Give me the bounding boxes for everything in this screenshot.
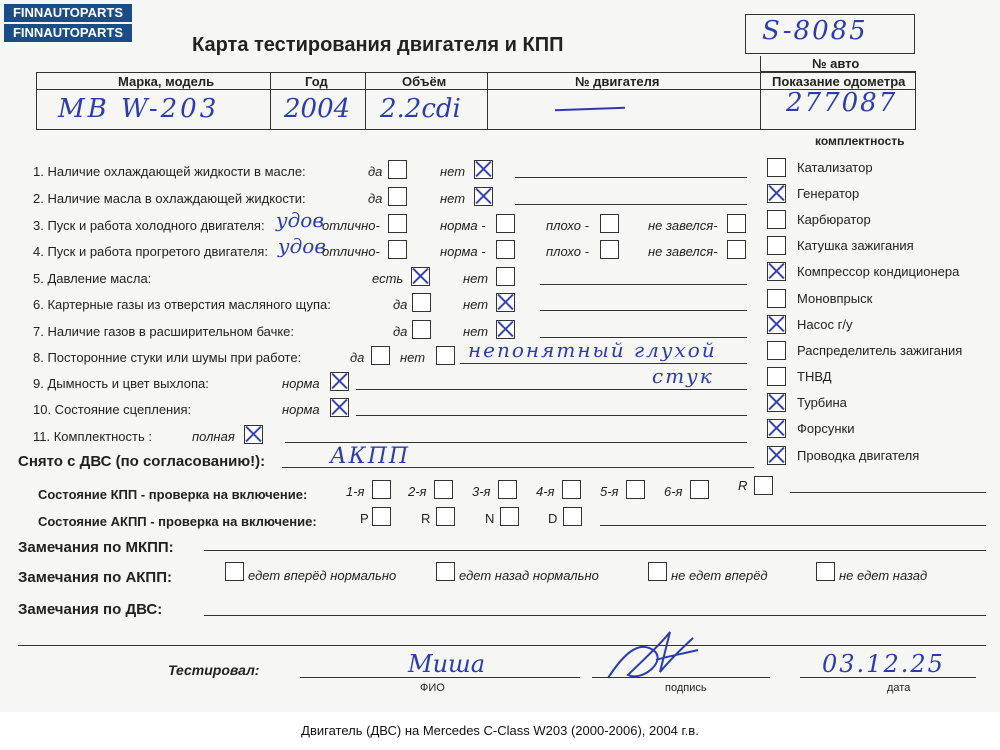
gear-1-checkbox[interactable]	[372, 480, 391, 499]
akpp-no-fwd-label: не едет вперёд	[671, 568, 768, 583]
gear-2-checkbox[interactable]	[434, 480, 453, 499]
akpp-d-checkbox[interactable]	[563, 507, 582, 526]
q3-excellent-label: отлично-	[322, 218, 380, 233]
col-volume-label: Объём	[402, 74, 447, 89]
name-caption: ФИО	[420, 682, 445, 694]
kpp-note-line	[790, 492, 986, 493]
completeness-checkbox[interactable]	[767, 236, 786, 255]
removed-note-line	[282, 467, 754, 468]
q1-yes-label: да	[368, 164, 383, 179]
name-line	[300, 677, 580, 678]
akpp-back-ok-checkbox[interactable]	[436, 562, 455, 581]
auto-number-value: S-8085	[762, 16, 868, 46]
q1-label: 1. Наличие охлаждающей жидкости в масле:	[33, 164, 306, 179]
remarks-dvs-line	[204, 615, 986, 616]
q4-excellent-label: отлично-	[322, 244, 380, 259]
col-model-label: Марка, модель	[118, 74, 215, 89]
q7-yes-checkbox[interactable]	[412, 320, 431, 339]
gear-3-checkbox[interactable]	[498, 480, 517, 499]
completeness-item: Катушка зажигания	[797, 238, 914, 253]
q10-normal-checkbox[interactable]	[330, 398, 349, 417]
watermark-logo: FINNAUTOPARTS	[4, 4, 132, 22]
q6-note-line	[540, 310, 747, 311]
q7-yes-label: да	[393, 324, 408, 339]
test-date: 03.12.25	[822, 650, 945, 678]
akpp-r-checkbox[interactable]	[436, 507, 455, 526]
q8-handwritten-line1: непонятный глухой	[468, 338, 717, 362]
q10-note-line	[356, 415, 747, 416]
q8-yes-label: да	[350, 350, 365, 365]
q4-label: 4. Пуск и работа прогретого двигателя:	[33, 244, 268, 259]
gear-5-checkbox[interactable]	[626, 480, 645, 499]
q7-no-checkbox[interactable]	[496, 320, 515, 339]
tester-name: Миша	[408, 650, 486, 678]
q1-yes-checkbox[interactable]	[388, 160, 407, 179]
signature-caption: подпись	[665, 682, 707, 694]
header-divider	[487, 72, 488, 130]
odometer-value: 277087	[786, 88, 898, 118]
completeness-title: комплектность	[815, 134, 905, 148]
gear-1-label: 1-я	[346, 484, 365, 499]
q11-note-line	[285, 442, 747, 443]
remarks-dvs-label: Замечания по ДВС:	[18, 601, 163, 618]
q3-bad-checkbox[interactable]	[600, 214, 619, 233]
q4-bad-label: плохо -	[546, 244, 589, 259]
year-value: 2004	[284, 94, 351, 124]
akpp-note-line	[600, 525, 986, 526]
completeness-checkbox[interactable]	[767, 419, 786, 438]
page-title: Карта тестирования двигателя и КПП	[192, 34, 564, 56]
q4-normal-checkbox[interactable]	[496, 240, 515, 259]
completeness-checkbox[interactable]	[767, 341, 786, 360]
q3-excellent-checkbox[interactable]	[388, 214, 407, 233]
q2-yes-checkbox[interactable]	[388, 187, 407, 206]
remarks-dvs-line	[18, 645, 986, 646]
q1-no-label: нет	[440, 164, 466, 179]
q8-no-label: нет	[400, 350, 426, 365]
q3-bad-label: плохо -	[546, 218, 589, 233]
akpp-r-label: R	[421, 511, 431, 526]
q11-full-label: полная	[192, 429, 235, 444]
akpp-d-label: D	[548, 511, 558, 526]
akpp-n-checkbox[interactable]	[500, 507, 519, 526]
q8-label: 8. Посторонние стуки или шумы при работе:	[33, 350, 302, 365]
date-line	[800, 677, 976, 678]
q1-no-checkbox[interactable]	[474, 160, 493, 179]
completeness-item: Катализатор	[797, 160, 873, 175]
q6-label: 6. Картерные газы из отверстия масляного щупа:	[33, 297, 331, 312]
completeness-item: Карбюратор	[797, 212, 871, 227]
watermark-logo: FINNAUTOPARTS	[4, 24, 132, 42]
col-year-label: Год	[305, 74, 328, 89]
completeness-checkbox[interactable]	[767, 184, 786, 203]
q2-note-line	[515, 204, 747, 205]
q3-handwritten: удов	[276, 208, 324, 232]
q7-label: 7. Наличие газов в расширительном бачке:	[33, 324, 295, 339]
q10-label: 10. Состояние сцепления:	[33, 402, 192, 417]
gear-6-checkbox[interactable]	[690, 480, 709, 499]
q6-yes-checkbox[interactable]	[412, 293, 431, 312]
q9-normal-label: норма	[282, 376, 320, 391]
remarks-akpp-label: Замечания по АКПП:	[18, 569, 172, 586]
q2-no-label: нет	[440, 191, 466, 206]
col-auto-no-label: № авто	[812, 56, 860, 71]
completeness-item: Генератор	[797, 186, 860, 201]
akpp-no-back-label: не едет назад	[839, 568, 928, 583]
q4-not-started-checkbox[interactable]	[727, 240, 746, 259]
gear-2-label: 2-я	[408, 484, 427, 499]
header-divider	[270, 72, 271, 130]
q3-normal-label: норма -	[440, 218, 486, 233]
completeness-item: Моновпрыск	[797, 291, 873, 306]
col-odometer-label: Показание одометра	[772, 74, 906, 89]
gear-r-checkbox[interactable]	[754, 476, 773, 495]
q2-yes-label: да	[368, 191, 383, 206]
q4-normal-label: норма -	[440, 244, 486, 259]
header-divider	[365, 72, 366, 130]
completeness-item: Форсунки	[797, 421, 855, 436]
q8-handwritten-line2: стук	[652, 364, 714, 388]
completeness-item: Турбина	[797, 395, 847, 410]
q5-no-checkbox[interactable]	[496, 267, 515, 286]
q5-label: 5. Давление масла:	[33, 271, 152, 286]
completeness-checkbox[interactable]	[767, 367, 786, 386]
q3-not-started-checkbox[interactable]	[727, 214, 746, 233]
col-engine-no-label: № двигателя	[575, 74, 660, 89]
q6-yes-label: да	[393, 297, 408, 312]
q11-full-checkbox[interactable]	[244, 425, 263, 444]
removed-handwritten: АКПП	[330, 444, 411, 469]
header-divider	[760, 71, 916, 72]
akpp-back-ok-label: едет назад нормально	[459, 568, 599, 583]
kpp-label: Состояние КПП - проверка на включение:	[38, 487, 308, 502]
remarks-mkpp-line	[204, 550, 986, 551]
q9-note-line	[356, 389, 747, 390]
q4-not-started-label: не завелся-	[648, 244, 718, 259]
completeness-checkbox[interactable]	[767, 210, 786, 229]
q9-normal-checkbox[interactable]	[330, 372, 349, 391]
q5-note-line	[540, 284, 747, 285]
q9-label: 9. Дымность и цвет выхлопа:	[33, 376, 209, 391]
completeness-checkbox[interactable]	[767, 315, 786, 334]
completeness-item: Проводка двигателя	[797, 448, 920, 463]
completeness-checkbox[interactable]	[767, 158, 786, 177]
q5-is-checkbox[interactable]	[411, 267, 430, 286]
q10-normal-label: норма	[282, 402, 320, 417]
q3-not-started-label: не завелся-	[648, 218, 718, 233]
akpp-n-label: N	[485, 511, 495, 526]
completeness-checkbox[interactable]	[767, 262, 786, 281]
q5-is-label: есть	[372, 271, 404, 286]
completeness-checkbox[interactable]	[767, 393, 786, 412]
completeness-checkbox[interactable]	[767, 446, 786, 465]
header-divider	[760, 56, 761, 130]
q3-normal-checkbox[interactable]	[496, 214, 515, 233]
q1-note-line	[515, 177, 747, 178]
akpp-no-fwd-checkbox[interactable]	[648, 562, 667, 581]
gear-6-label: 6-я	[664, 484, 683, 499]
akpp-p-label: P	[360, 511, 369, 526]
image-caption: Двигатель (ДВС) на Mercedes C-Class W203 (2000-2006), 2004 г.в.	[0, 712, 1000, 750]
q6-no-checkbox[interactable]	[496, 293, 515, 312]
model-value: MB W-203	[58, 94, 220, 124]
gear-4-label: 4-я	[536, 484, 555, 499]
akpp-fwd-ok-label: едет вперёд нормально	[248, 568, 397, 583]
gear-4-checkbox[interactable]	[562, 480, 581, 499]
q11-label: 11. Комплектность :	[33, 429, 152, 444]
q8-no-checkbox[interactable]	[436, 346, 455, 365]
q2-no-checkbox[interactable]	[474, 187, 493, 206]
akpp-no-back-checkbox[interactable]	[816, 562, 835, 581]
remarks-mkpp-label: Замечания по МКПП:	[18, 539, 174, 556]
completeness-item: Компрессор кондиционера	[797, 264, 960, 279]
completeness-item: Насос г/у	[797, 317, 853, 332]
gear-r-label: R	[738, 478, 748, 493]
q5-no-label: нет	[463, 271, 489, 286]
tested-by-label: Тестировал:	[168, 662, 260, 678]
removed-label: Снято с ДВС (по согласованию!):	[18, 453, 266, 470]
q4-excellent-checkbox[interactable]	[388, 240, 407, 259]
completeness-checkbox[interactable]	[767, 289, 786, 308]
gear-3-label: 3-я	[472, 484, 491, 499]
q4-bad-checkbox[interactable]	[600, 240, 619, 259]
signature-image	[598, 620, 708, 690]
completeness-item: ТНВД	[797, 369, 832, 384]
akpp-fwd-ok-checkbox[interactable]	[225, 562, 244, 581]
signature-line	[592, 677, 770, 678]
date-caption: дата	[887, 682, 911, 694]
q8-yes-checkbox[interactable]	[371, 346, 390, 365]
akpp-p-checkbox[interactable]	[372, 507, 391, 526]
q4-handwritten: удов	[278, 234, 326, 258]
completeness-item: Распределитель зажигания	[797, 343, 963, 358]
q7-no-label: нет	[463, 324, 489, 339]
akpp-label: Состояние АКПП - проверка на включение:	[38, 514, 317, 529]
q6-no-label: нет	[463, 297, 489, 312]
gear-5-label: 5-я	[600, 484, 619, 499]
q3-label: 3. Пуск и работа холодного двигателя:	[33, 218, 265, 233]
header-divider	[36, 89, 916, 90]
volume-value: 2.2cdi	[380, 94, 461, 124]
q2-label: 2. Наличие масла в охлаждающей жидкости:	[33, 191, 306, 206]
